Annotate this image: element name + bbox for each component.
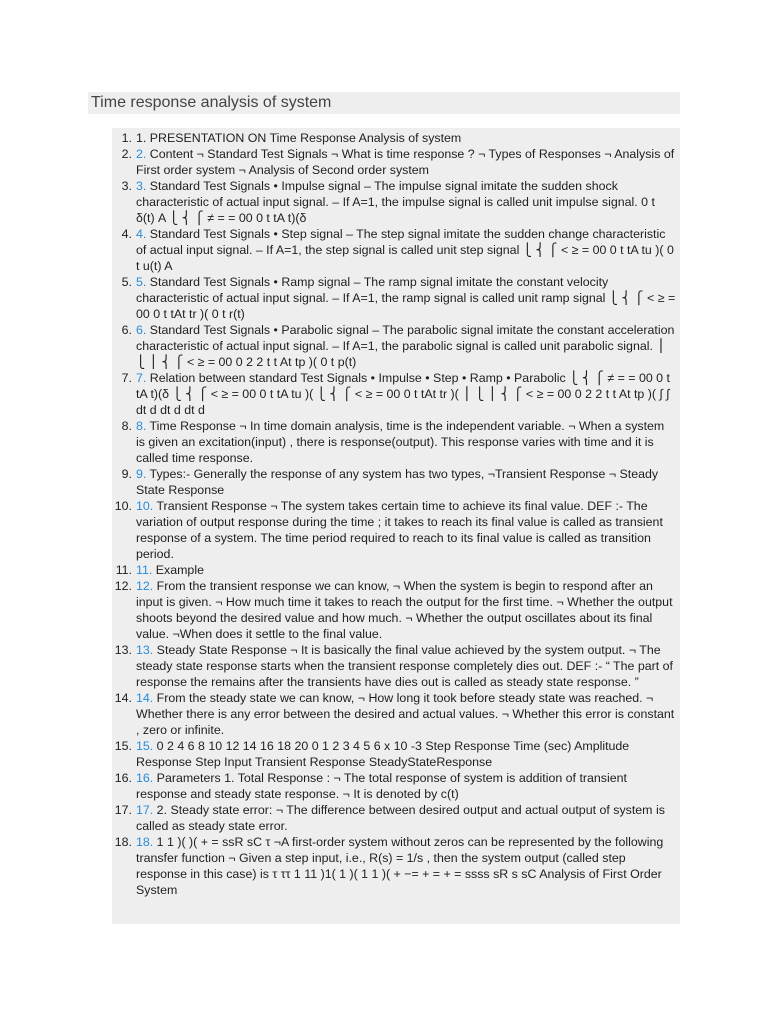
list-item-text: Example	[152, 563, 204, 577]
list-item	[112, 130, 680, 146]
slide-link[interactable]: 17.	[136, 803, 154, 817]
slide-link[interactable]: 15.	[136, 739, 154, 753]
list-item-number: 7.	[121, 371, 132, 385]
list-item-number: 11.	[115, 563, 132, 577]
list-item-text: 1. PRESENTATION ON Time Response Analysis of system	[136, 131, 462, 145]
list-item	[112, 770, 680, 802]
list-item	[112, 146, 680, 178]
slide-link[interactable]: 16.	[136, 771, 154, 785]
list-item-text: 1 1 )( )( + = ssR sC τ ¬A first-order system without zeros can be represented by the following transfer function ¬ Given a step input, i.e., R(s) = 1/s , then the system output (called step response in this case) is τ ττ 1 11 )1( 1 )( 1 1 )( + −= + = + = ssss sR s sC Analysis of First Order System	[136, 835, 664, 897]
list-item-number: 6.	[121, 323, 132, 337]
list-item	[112, 802, 680, 834]
slide-link[interactable]: 4.	[136, 227, 147, 241]
list-item-text: 2. Steady state error: ¬ The difference between desired output and actual output of system is called as steady state error.	[136, 803, 665, 833]
list-item-text: From the transient response we can know, ¬ When the system is begin to respond after an input is given. ¬ How much time it takes to reach the output for the first time. ¬ Whether the output shoots beyond the desired value and how much. ¬ Whether the output oscillates about its final value. ¬When does it settle to the final value.	[136, 579, 673, 641]
list-item-number: 3.	[121, 179, 132, 193]
list-item	[112, 498, 680, 562]
list-item	[112, 578, 680, 642]
list-item	[112, 738, 680, 770]
list-item	[112, 562, 680, 578]
slide-link[interactable]: 14.	[136, 691, 154, 705]
list-item-text: 0 2 4 6 8 10 12 14 16 18 20 0 1 2 3 4 5 6 x 10 -3 Step Response Time (sec) Amplitude Response Step Input Transient Response SteadyStateResponse	[136, 739, 630, 769]
list-item-number: 15.	[114, 739, 132, 753]
list-item-text: Steady State Response ¬ It is basically the final value achieved by the system output. ¬ The steady state response starts when the transient response completely dies out. DEF :- “ The part of response the remains after the transients have dies out is called as steady state response. ”	[136, 643, 673, 689]
slide-link[interactable]: 11.	[136, 563, 153, 577]
list-item-number: 16.	[114, 771, 132, 785]
list-item-text: Transient Response ¬ The system takes certain time to achieve its final value. DEF :- The variation of output response during the time ; it takes to reach its final value is called as transient response of a system. The time period required to reach to its final value is called as transition period.	[136, 499, 663, 561]
list-item-number: 17.	[114, 803, 132, 817]
list-item-text: Time Response ¬ In time domain analysis, time is the independent variable. ¬ When a system is given an excitation(input) , there is response(output). This response varies with time and it is called time response.	[136, 419, 665, 465]
list-item	[112, 370, 680, 418]
list-item-text: Standard Test Signals • Ramp signal – The ramp signal imitate the constant velocity characteristic of actual input signal. – If A=1, the ramp signal is called unit ramp signal ⎩ ⎨ ⎧ < ≥ = 00 0 t tAt tr )( 0 t r(t)	[136, 275, 676, 321]
list-item	[112, 418, 680, 466]
list-item-text: Standard Test Signals • Parabolic signal – The parabolic signal imitate the constant acceleration characteristic of actual input signal. – If A=1, the parabolic signal is called unit parabolic signal. ⎪ ⎩ ⎪ ⎨ ⎧ < ≥ = 00 0 2 2 t t At tp )( 0 t p(t)	[136, 323, 675, 369]
list-item-text: Content ¬ Standard Test Signals ¬ What is time response ? ¬ Types of Responses ¬ Analysis of First order system ¬ Analysis of Second order system	[136, 147, 675, 177]
list-item	[112, 322, 680, 370]
slide-link[interactable]: 2.	[136, 147, 147, 161]
list-item-number: 14.	[114, 691, 132, 705]
list-item-text: Standard Test Signals • Impulse signal – The impulse signal imitate the sudden shock characteristic of actual input signal. – If A=1, the impulse signal is called unit impulse signal. 0 t δ(t) A ⎩ ⎨ ⎧ ≠ = = 00 0 t tA t)(δ	[136, 179, 655, 225]
list-item-number: 18.	[114, 835, 132, 849]
slide-link[interactable]: 3.	[136, 179, 147, 193]
list-item-text: From the steady state we can know, ¬ How long it took before steady state was reached. ¬ Whether there is any error between the desired and actual values. ¬ Whether this error is constant , zero or infinite.	[136, 691, 675, 737]
slide-link[interactable]: 7.	[136, 371, 147, 385]
list-item-number: 5.	[121, 275, 132, 289]
list-item-text: Types:- Generally the response of any system has two types, ¬Transient Response ¬ Steady State Response	[136, 467, 659, 497]
list-item	[112, 834, 680, 898]
list-item-number: 1.	[121, 131, 132, 145]
list-item-number: 12.	[114, 579, 132, 593]
slide-link[interactable]: 5.	[136, 275, 147, 289]
slide-link[interactable]: 12.	[136, 579, 154, 593]
list-item-text: Standard Test Signals • Step signal – The step signal imitate the sudden change characteristic of actual input signal. – If A=1, the step signal is called unit step signal ⎩ ⎨ ⎧ < ≥ = 00 0 t tA tu )( 0 t u(t) A	[136, 227, 674, 273]
slide-link[interactable]: 18.	[136, 835, 154, 849]
slide-list	[112, 130, 680, 898]
list-item-number: 4.	[121, 227, 132, 241]
page-title: Time response analysis of system	[91, 94, 332, 111]
list-item	[112, 226, 680, 274]
list-item-number: 13.	[114, 643, 132, 657]
list-item	[112, 274, 680, 322]
list-item-number: 10.	[114, 499, 132, 513]
slide-link[interactable]: 10.	[136, 499, 154, 513]
list-item-number: 9.	[121, 467, 132, 481]
list-item	[112, 178, 680, 226]
list-item-text: Parameters 1. Total Response : ¬ The total response of system is addition of transient response and steady state response. ¬ It is denoted by c(t)	[136, 771, 627, 801]
list-item	[112, 466, 680, 498]
list-item-number: 2.	[121, 147, 132, 161]
list-item	[112, 642, 680, 690]
list-item	[112, 690, 680, 738]
list-item-text: Relation between standard Test Signals • Impulse • Step • Ramp • Parabolic ⎩ ⎨ ⎧ ≠ = = 00 0 t tA t)(δ ⎩ ⎨ ⎧ < ≥ = 00 0 t tA tu )( ⎩ ⎨ ⎧ < ≥ = 00 0 t tAt tr )( ⎪ ⎩ ⎪ ⎨ ⎧ < ≥ = 00 0 2 2 t t At tp )( ∫ ∫ dt d dt d dt d	[136, 371, 670, 417]
list-item-number: 8.	[121, 419, 132, 433]
slide-link[interactable]: 13.	[136, 643, 154, 657]
slide-link[interactable]: 6.	[136, 323, 147, 337]
slide-link[interactable]: 8.	[136, 419, 147, 433]
slide-link[interactable]: 9.	[136, 467, 147, 481]
